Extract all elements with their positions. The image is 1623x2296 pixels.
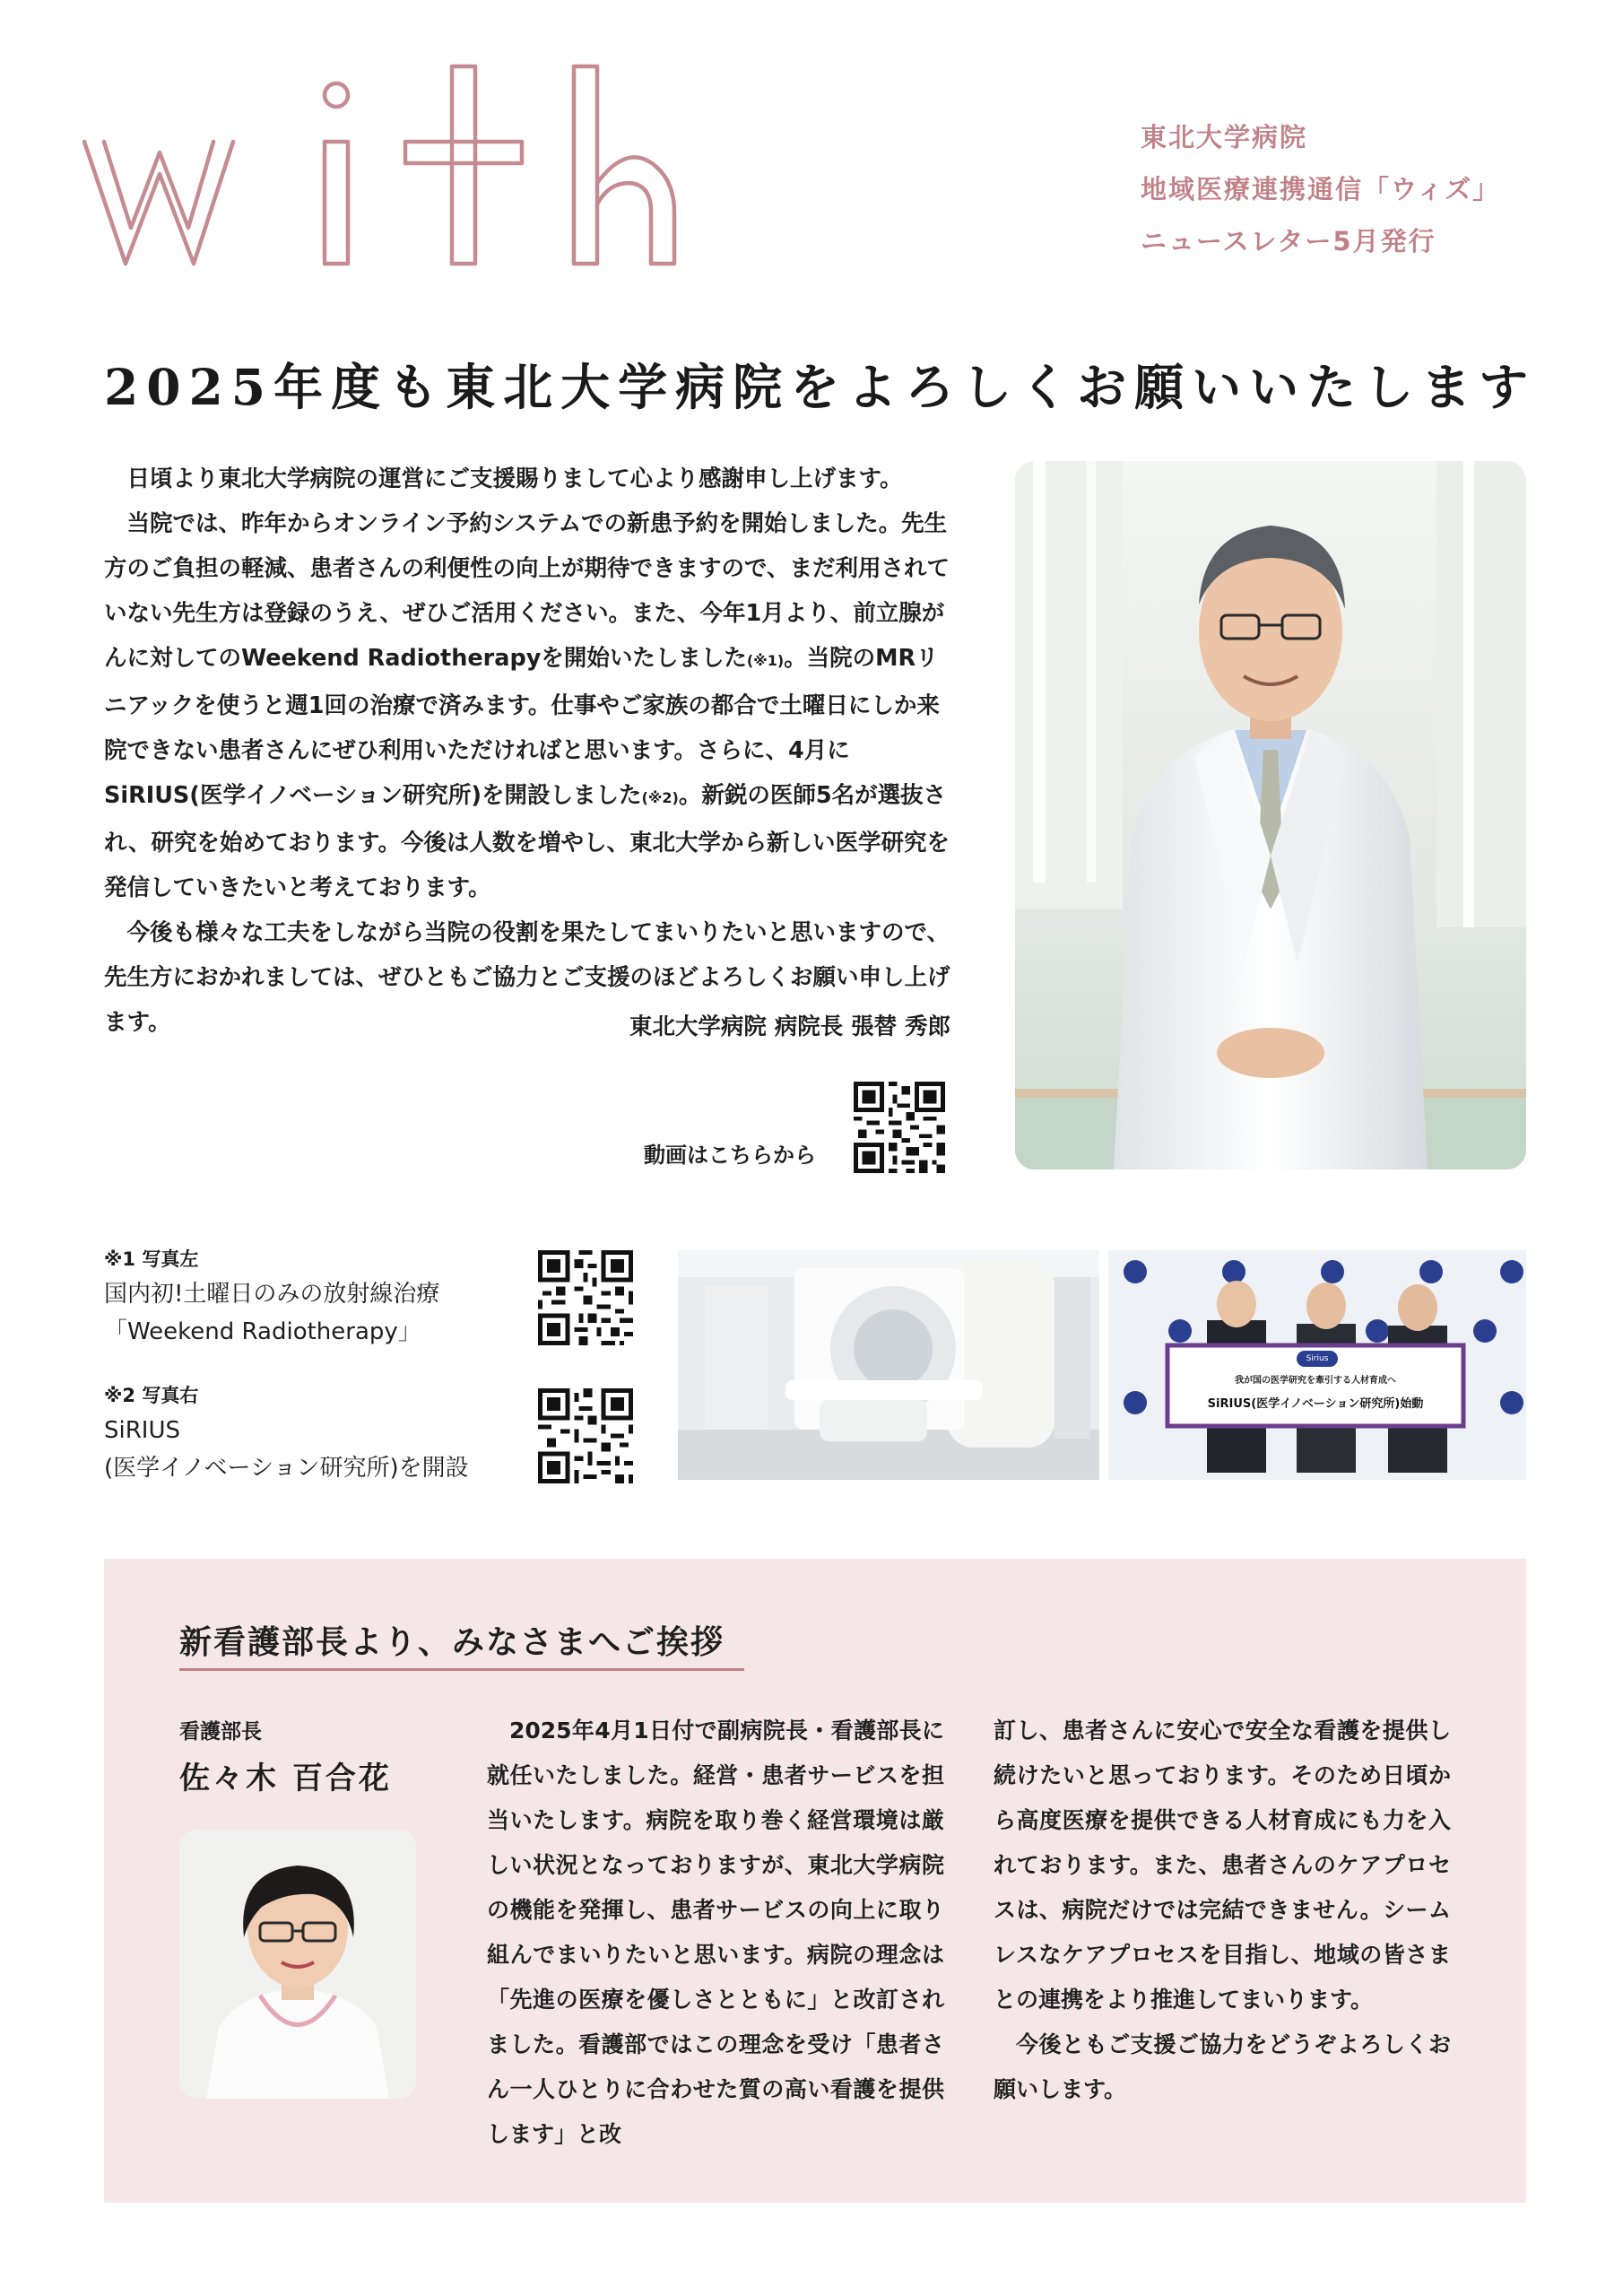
caption-1-line-1: 国内初!土曜日のみの放射線治療 [104, 1281, 440, 1308]
caption-2-line-1: SiRIUS [104, 1417, 180, 1444]
radiotherapy-qr-code[interactable] [538, 1250, 633, 1345]
nurse-director-photo [179, 1830, 416, 2099]
event-banner-line-2: SiRIUS(医学イノベーション研究所)始動 [1207, 1397, 1424, 1411]
nurse-message-paragraph-1-cont: 訂し、患者さんに安心で安全な看護を提供し続けたいと思っております。そのため日頃から高度医療を提供できる人材育成にも力を入れております。また、患者さんのケアプロセスは、病院だけでは完結できません。シームレスなケアプロセスを目指し、地域の皆さまとの連携をより推進してまいります。 [994, 1718, 1451, 2013]
nurse-role: 看護部長 [179, 1720, 262, 1744]
nurse-name: 佐々木 百合花 [179, 1761, 392, 1796]
nurse-message-paragraph-2: 今後ともご支援ご協力をどうぞよろしくお願いします。 [994, 2031, 1451, 2102]
sirius-logo-badge: Sirius [1297, 1351, 1338, 1367]
masthead [1141, 111, 1553, 267]
caption-2-text [104, 1412, 469, 1487]
event-banner-line-1: 我が国の医学研究を牽引する人材育成へ [1235, 1376, 1396, 1386]
message-paragraph-1: 日頃より東北大学病院の運営にご支援賜りまして心より感謝申し上げます。 [126, 465, 903, 492]
nursing-section-title: 新看護部長より、みなさまへご挨拶 [179, 1624, 725, 1661]
video-qr-code[interactable] [854, 1082, 945, 1173]
caption-2-line-2: (医学イノベーション研究所)を開設 [104, 1455, 469, 1482]
message-paragraph-2 [104, 501, 950, 910]
video-link-label: 動画はこちらから [644, 1143, 816, 1168]
masthead-line-1: 東北大学病院 [1141, 122, 1308, 152]
masthead-line-2: 地域医療連携通信「ウィズ」 [1141, 174, 1501, 204]
page-headline: 2025年度も東北大学病院をよろしくお願いいたします [104, 358, 1537, 416]
message-text-2c: 。新鋭の医師5名が選抜され、研究を始めております。今後は人数を増やし、東北大学から新しい医学研究を発信していきたいと考えております。 [104, 782, 950, 901]
caption-2-tag: ※2 写真右 [104, 1385, 199, 1406]
caption-1-tag: ※1 写真左 [104, 1248, 199, 1270]
footnote-ref-2: (※2) [641, 789, 679, 806]
director-signature: 東北大学病院 病院長 張替 秀郎 [629, 1013, 950, 1040]
caption-1-text [104, 1275, 439, 1351]
message-paragraph-3: 今後も様々な工夫をしながら当院の役割を果たしてまいりたいと思いますので、先生方におかれましては、ぜひともご協力とご支援のほどよろしくお願い申し上げます。 [104, 919, 950, 1036]
message-text-2b: 。当院のMRリニアックを使うと週1回の治療で済みます。仕事やご家族の都合で土曜日にしか来院できない患者さんにぜひ利用いただければと思います。さらに、4月にSiRIUS(医学イノベーション研究所)を開設しました [104, 645, 940, 809]
nurse-message-column-1 [487, 1709, 944, 2157]
footnote-ref-1: (※1) [746, 652, 785, 669]
nurse-message-paragraph-1: 2025年4月1日付で副病院長・看護部長に就任いたしました。経営・患者サービスを担当いたします。病院を取り巻く経営環境は厳しい状況となっておりますが、東北大学病院の機能を発揮し、患者サービスの向上に取り組んでまいりたいと思います。病院の理念は「先進の医療を優しさとともに」と改訂されました。看護部ではこの理念を受け「患者さん一人ひとりに合わせた質の高い看護を提供します」と改 [487, 1718, 944, 2147]
nurse-message-column-2 [994, 1709, 1451, 2112]
with-logo [82, 59, 685, 273]
sirius-opening-photo [1108, 1250, 1526, 1480]
sirius-qr-code[interactable] [538, 1388, 633, 1483]
masthead-line-3: ニュースレター5月発行 [1141, 226, 1436, 257]
message-text-2a: 当院では、昨年からオンライン予約システムでの新患予約を開始しました。先生方のご負担の軽減、患者さんの利便性の向上が期待できますので、まだ利用されていない先生方は登録のうえ、ぜひご活用ください。また、今年1月より、前立腺がんに対してのWeekend Radiotherapyを開始いたしました [104, 510, 950, 672]
caption-1-line-2: 「Weekend Radiotherapy」 [104, 1318, 421, 1345]
director-photo [1015, 461, 1526, 1170]
radiotherapy-room-photo [678, 1250, 1099, 1480]
title-underline [179, 1668, 744, 1671]
director-message [104, 457, 950, 1045]
